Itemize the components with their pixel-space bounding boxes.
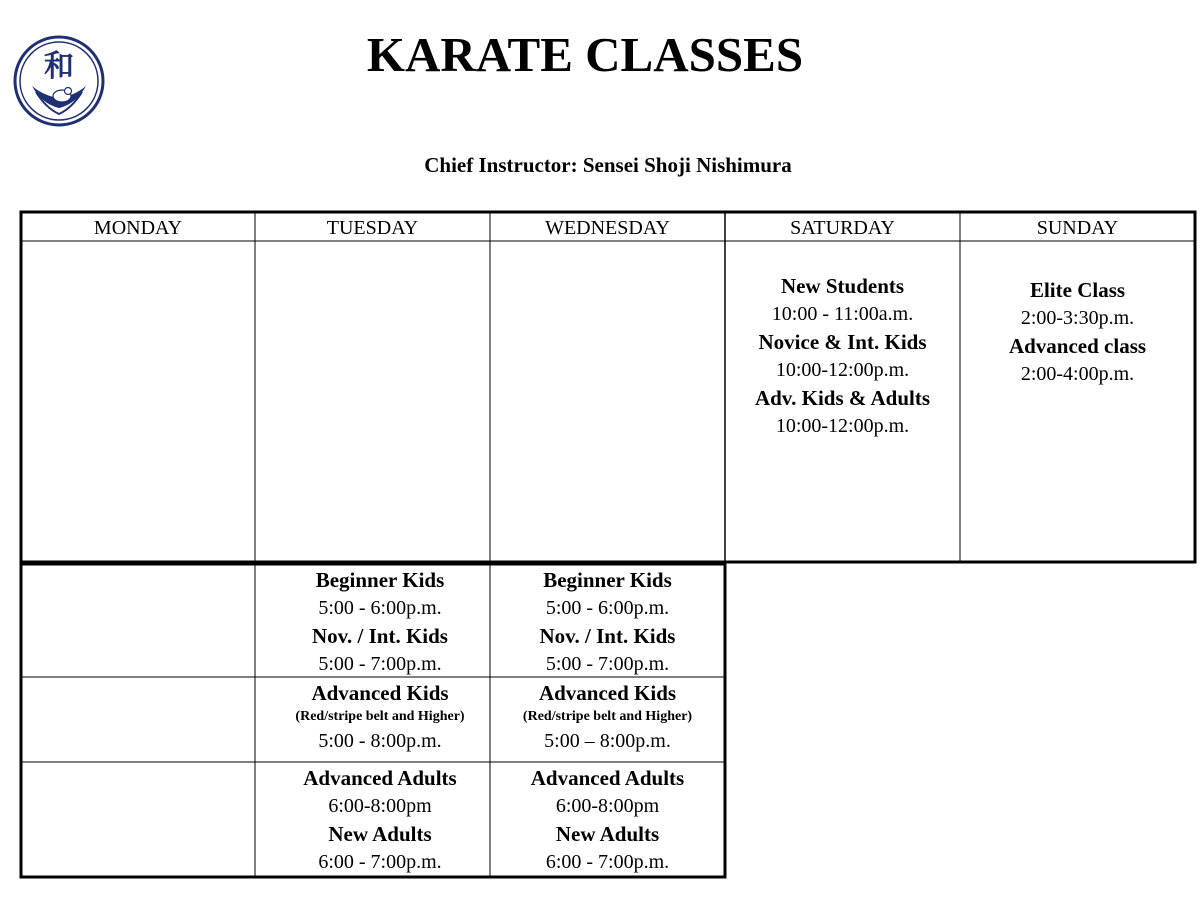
tuesday-kids-classes	[255, 566, 505, 678]
tuesday-adult-classes	[255, 764, 505, 876]
wednesday-advanced-kids	[490, 679, 725, 755]
header-saturday: SATURDAY	[790, 217, 895, 239]
class-name: New Adults	[555, 822, 660, 846]
class-name: Advanced class	[1008, 334, 1147, 358]
page-title: KARATE CLASSES	[366, 27, 804, 82]
class-time: 5:00 - 6:00p.m.	[318, 597, 442, 619]
saturday-classes	[725, 272, 960, 440]
class-time: 6:00 - 7:00p.m.	[318, 851, 442, 873]
class-time: 10:00-12:00p.m.	[775, 359, 910, 381]
header-wednesday: WEDNESDAY	[545, 217, 670, 239]
chief-instructor: Chief Instructor: Sensei Shoji Nishimura	[424, 153, 792, 177]
class-name: Novice & Int. Kids	[758, 330, 927, 354]
class-time: 5:00 - 7:00p.m.	[545, 653, 670, 675]
class-time: 6:00 - 7:00p.m.	[545, 851, 670, 873]
class-name: Elite Class	[1029, 278, 1126, 302]
logo-glyph: 和	[44, 49, 74, 84]
wednesday-adult-classes	[490, 764, 725, 876]
class-time: 2:00-3:30p.m.	[1020, 307, 1135, 329]
class-name: Nov. / Int. Kids	[312, 624, 448, 648]
class-time: 10:00-12:00p.m.	[775, 415, 910, 437]
class-time: 5:00 - 7:00p.m.	[318, 653, 442, 675]
class-name: Advanced Kids	[538, 681, 677, 705]
tuesday-advanced-kids	[255, 679, 505, 755]
class-name: New Adults	[328, 822, 432, 846]
class-time: 6:00-8:00pm	[328, 795, 432, 817]
class-time: 6:00-8:00pm	[555, 795, 660, 817]
belt-note: (Red/stripe belt and Higher)	[295, 709, 465, 724]
class-name: Beginner Kids	[543, 568, 672, 592]
class-name: Advanced Adults	[303, 766, 457, 790]
header-sunday: SUNDAY	[1036, 217, 1119, 239]
sunday-classes	[960, 276, 1195, 388]
header-monday: MONDAY	[93, 217, 183, 239]
class-name: Nov. / Int. Kids	[539, 624, 676, 648]
class-name: New Students	[780, 274, 905, 298]
class-name: Advanced Kids	[311, 681, 449, 705]
class-time: 5:00 - 6:00p.m.	[545, 597, 670, 619]
wednesday-kids-classes	[490, 566, 725, 678]
class-time: 10:00 - 11:00a.m.	[771, 303, 914, 325]
class-time: 5:00 - 8:00p.m.	[318, 730, 442, 752]
class-time: 2:00-4:00p.m.	[1020, 363, 1135, 385]
class-time: 5:00 – 8:00p.m.	[544, 730, 671, 752]
belt-note: (Red/stripe belt and Higher)	[522, 709, 693, 724]
class-name: Beginner Kids	[315, 568, 445, 592]
header-tuesday: TUESDAY	[326, 217, 419, 239]
class-name: Advanced Adults	[530, 766, 685, 790]
class-name: Adv. Kids & Adults	[754, 386, 931, 410]
